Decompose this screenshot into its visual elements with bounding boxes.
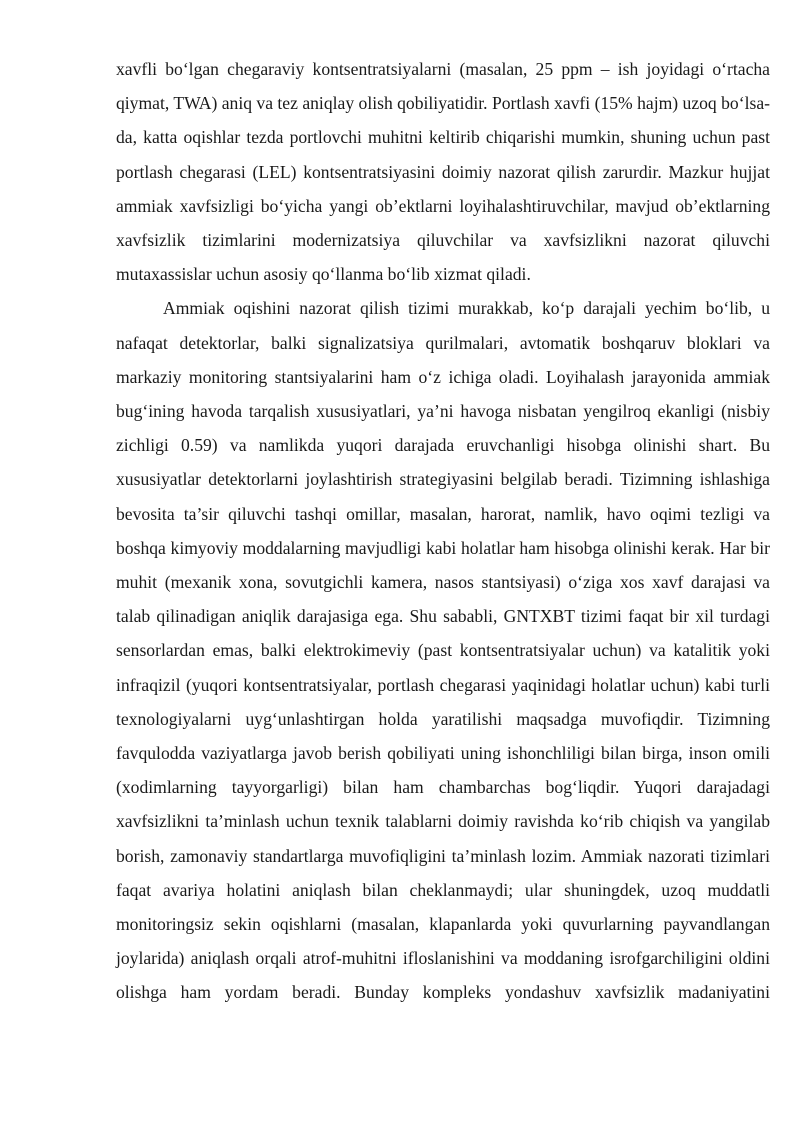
paragraph-1: xavfli bo‘lgan chegaraviy kontsentratsiyalarni (masalan, 25 ppm – ish joyidagi o‘rtacha qiymat, TWA) aniq va tez aniqlay olish qobiliyatidir. Portlash xavfi (15% hajm) uzoq bo‘lsa-da, katta oqishlar tezda portlovchi muhitni keltirib chiqarishi mumkin, shuning uchun past portlash chegarasi (LEL) kontsentratsiyasini doimiy nazorat qilish zarurdir. Mazkur hujjat ammiak xavfsizligi bo‘yicha yangi ob’ektlarni loyihalashtiruvchilar, mavjud ob’ektlarning xavfsizlik tizimlarini modernizatsiya qiluvchilar va xavfsizlikni nazorat qiluvchi mutaxassislar uchun asosiy qo‘llanma bo‘lib xizmat qiladi. [116,59,770,285]
document-body [116,52,770,1010]
paragraph-2: Ammiak oqishini nazorat qilish tizimi murakkab, ko‘p darajali yechim bo‘lib, u nafaqat detektorlar, balki signalizatsiya qurilmalari, avtomatik boshqaruv bloklari va markaziy monitoring stantsiyalarini ham o‘z ichiga oladi. Loyihalash jarayonida ammiak bug‘ining havoda tarqalish xususiyatlari, ya’ni havoga nisbatan yengilroq ekanligi (nisbiy zichligi 0.59) va namlikda yuqori darajada eruvchanligi hisobga olinishi shart. Bu xususiyatlar detektorlarni joylashtirish strategiyasini belgilab beradi. Tizimning ishlashiga bevosita ta’sir qiluvchi tashqi omillar, masalan, harorat, namlik, havo oqimi tezligi va boshqa kimyoviy moddalarning mavjudligi kabi holatlar ham hisobga olinishi kerak. Har bir muhit (mexanik xona, sovutgichli kamera, nasos stantsiyasi) o‘ziga xos xavf darajasi va talab qilinadigan aniqlik darajasiga ega. Shu sababli, GNTXBT tizimi faqat bir xil turdagi sensorlardan emas, balki elektrokimeviy (past kontsentratsiyalar uchun) va katalitik yoki infraqizil (yuqori kontsentratsiyalar, portlash chegarasi yaqinidagi holatlar uchun) kabi turli texnologiyalarni uyg‘unlashtirgan holda yaratilishi maqsadga muvofiqdir. Tizimning favqulodda vaziyatlarga javob berish qobiliyati uning ishonchliligi bilan birga, inson omili (xodimlarning tayyorgarligi) bilan ham chambarchas bog‘liqdir. Yuqori darajadagi xavfsizlikni ta’minlash uchun texnik talablarni doimiy ravishda ko‘rib chiqish va yangilab borish, zamonaviy standartlarga muvofiqligini ta’minlash lozim. Ammiak nazorati tizimlari faqat avariya holatini aniqlash bilan cheklanmaydi; ular shuningdek, uzoq muddatli monitoringsiz sekin oqishlarni (masalan, klapanlarda yoki quvurlarning payvandlangan joylarida) aniqlash orqali atrof-muhitni ifloslanishini va moddaning isrofgarchiligini oldini olishga ham yordam beradi. Bunday kompleks yondashuv xavfsizlik madaniyatini [116,298,770,1003]
